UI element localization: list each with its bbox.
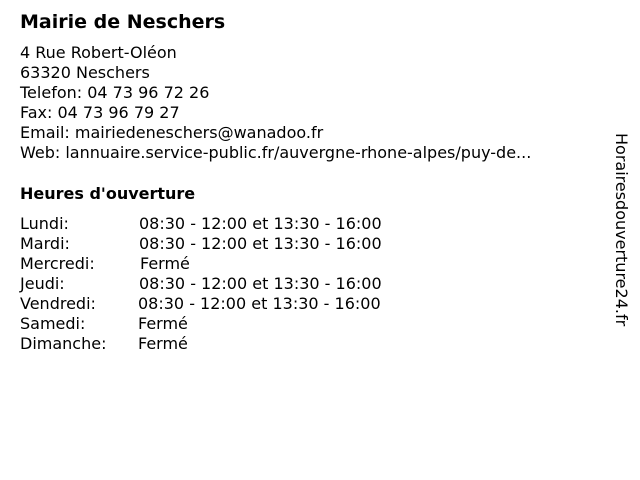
day-label: Lundi: [20,214,69,233]
page-title: Mairie de Neschers [20,11,226,33]
day-label: Samedi: [20,314,86,333]
day-hours: Fermé [138,334,188,353]
phone-number: Telefon: 04 73 96 72 26 [20,83,210,102]
day-hours: 08:30 - 12:00 et 13:30 - 16:00 [139,274,382,293]
day-label: Vendredi: [20,294,96,313]
day-hours: 08:30 - 12:00 et 13:30 - 16:00 [139,234,382,253]
hours-heading: Heures d'ouverture [20,184,196,203]
day-label: Mercredi: [20,254,95,273]
day-hours: 08:30 - 12:00 et 13:30 - 16:00 [139,214,382,233]
day-label: Dimanche: [20,334,107,353]
website-address: Web: lannuaire.service-public.fr/auvergne-rhone-alpes/puy-de... [20,143,532,162]
day-label: Mardi: [20,234,70,253]
address-city: 63320 Neschers [20,63,150,82]
brand-watermark: Horairesdouverture24.fr [612,133,631,327]
day-hours: 08:30 - 12:00 et 13:30 - 16:00 [138,294,381,313]
contact-block [20,43,531,163]
fax-number: Fax: 04 73 96 79 27 [20,103,180,122]
day-hours: Fermé [140,254,190,273]
day-label: Jeudi: [20,274,65,293]
address-street: 4 Rue Robert-Oléon [20,43,177,62]
day-hours: Fermé [138,314,188,333]
email-address: Email: mairiedeneschers@wanadoo.fr [20,123,324,142]
